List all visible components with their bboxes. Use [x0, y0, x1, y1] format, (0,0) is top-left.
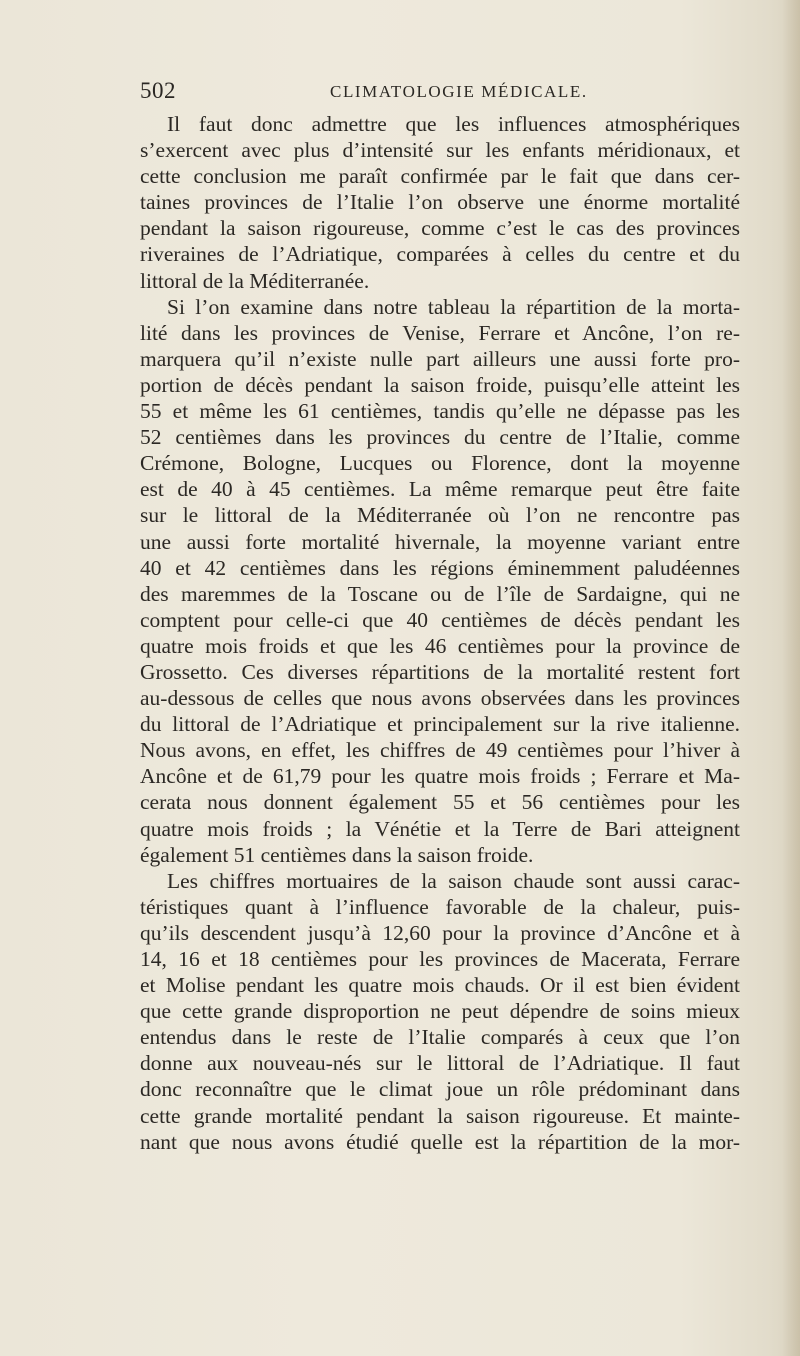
text-line: est de 40 à 45 centièmes. La même remarque peut être faite	[140, 477, 740, 502]
page-edge-shadow	[782, 0, 800, 1356]
page-number: 502	[140, 78, 176, 103]
text-line: au-dessous de celles que nous avons observées dans les provinces	[140, 686, 740, 711]
page-header	[140, 78, 740, 108]
text-line: lité dans les provinces de Venise, Ferrare et Ancône, l’on re-	[140, 320, 740, 345]
text-line: 55 et même les 61 centièmes, tandis qu’elle ne dépasse pas les	[140, 399, 740, 424]
text-line: Les chiffres mortuaires de la saison chaude sont aussi carac-	[167, 868, 740, 893]
text-line: des maremmes de la Toscane ou de l’île de Sardaigne, qui ne	[140, 581, 740, 606]
text-line: Crémone, Bologne, Lucques ou Florence, dont la moyenne	[140, 451, 740, 476]
text-line: donne aux nouveau-nés sur le littoral de l’Adriatique. Il faut	[140, 1051, 740, 1076]
text-line: comptent pour celle-ci que 40 centièmes de décès pendant les	[140, 607, 740, 632]
text-line: sur le littoral de la Méditerranée où l’on ne rencontre pas	[140, 503, 740, 528]
text-line: Ancône et de 61,79 pour les quatre mois froids ; Ferrare et Ma-	[140, 764, 740, 789]
text-line: 14, 16 et 18 centièmes pour les provinces de Macerata, Ferrare	[140, 947, 740, 971]
text-line: pendant la saison rigoureuse, comme c’est le cas des provinces	[140, 216, 740, 241]
text-line: du littoral de l’Adriatique et principalement sur la rive italienne.	[140, 712, 740, 737]
text-line: que cette grande disproportion ne peut dépendre de soins mieux	[140, 999, 740, 1024]
text-line: s’exercent avec plus d’intensité sur les enfants méridionaux, et	[140, 138, 740, 163]
text-line: entendus dans le reste de l’Italie comparés à ceux que l’on	[140, 1025, 740, 1050]
text-line: Grossetto. Ces diverses répartitions de la mortalité restent fort	[140, 659, 740, 684]
text-line: 52 centièmes dans les provinces du centre de l’Italie, comme	[140, 425, 740, 450]
text-line: Il faut donc admettre que les influences atmosphériques	[167, 112, 740, 136]
text-line: riveraines de l’Adriatique, comparées à celles du centre et du	[140, 242, 740, 267]
text-line: donc reconnaître que le climat joue un rôle prédominant dans	[140, 1077, 740, 1102]
text-line: 40 et 42 centièmes dans les régions éminemment paludéennes	[140, 555, 740, 580]
body-text	[140, 111, 740, 1155]
text-line: nant que nous avons étudié quelle est la répartition de la mor-	[140, 1129, 740, 1154]
text-line: portion de décès pendant la saison froide, puisqu’elle atteint les	[140, 372, 740, 397]
text-line: et Molise pendant les quatre mois chauds. Or il est bien évident	[140, 973, 740, 998]
text-line: téristiques quant à l’influence favorable de la chaleur, puis-	[140, 894, 740, 919]
text-line: cette conclusion me paraît confirmée par le fait que dans cer-	[140, 164, 740, 189]
text-line: marquera qu’il n’existe nulle part ailleurs une aussi forte pro-	[140, 346, 740, 371]
text-line: Nous avons, en effet, les chiffres de 49 centièmes pour l’hiver à	[140, 738, 740, 763]
text-line: une aussi forte mortalité hivernale, la moyenne variant entre	[140, 529, 740, 554]
text-line: taines provinces de l’Italie l’on observe une énorme mortalité	[140, 190, 740, 215]
running-title: CLIMATOLOGIE MÉDICALE.	[330, 82, 588, 101]
text-line: cette grande mortalité pendant la saison rigoureuse. Et mainte-	[140, 1103, 740, 1128]
text-line: également 51 centièmes dans la saison froide.	[140, 842, 534, 867]
text-line: qu’ils descendent jusqu’à 12,60 pour la province d’Ancône et à	[140, 920, 740, 945]
text-line: quatre mois froids et que les 46 centièmes pour la province de	[140, 633, 740, 658]
text-line: Si l’on examine dans notre tableau la répartition de la morta-	[167, 294, 740, 319]
text-line: quatre mois froids ; la Vénétie et la Terre de Bari atteignent	[140, 816, 740, 841]
text-line: littoral de la Méditerranée.	[140, 268, 370, 293]
text-line: cerata nous donnent également 55 et 56 centièmes pour les	[140, 790, 740, 815]
